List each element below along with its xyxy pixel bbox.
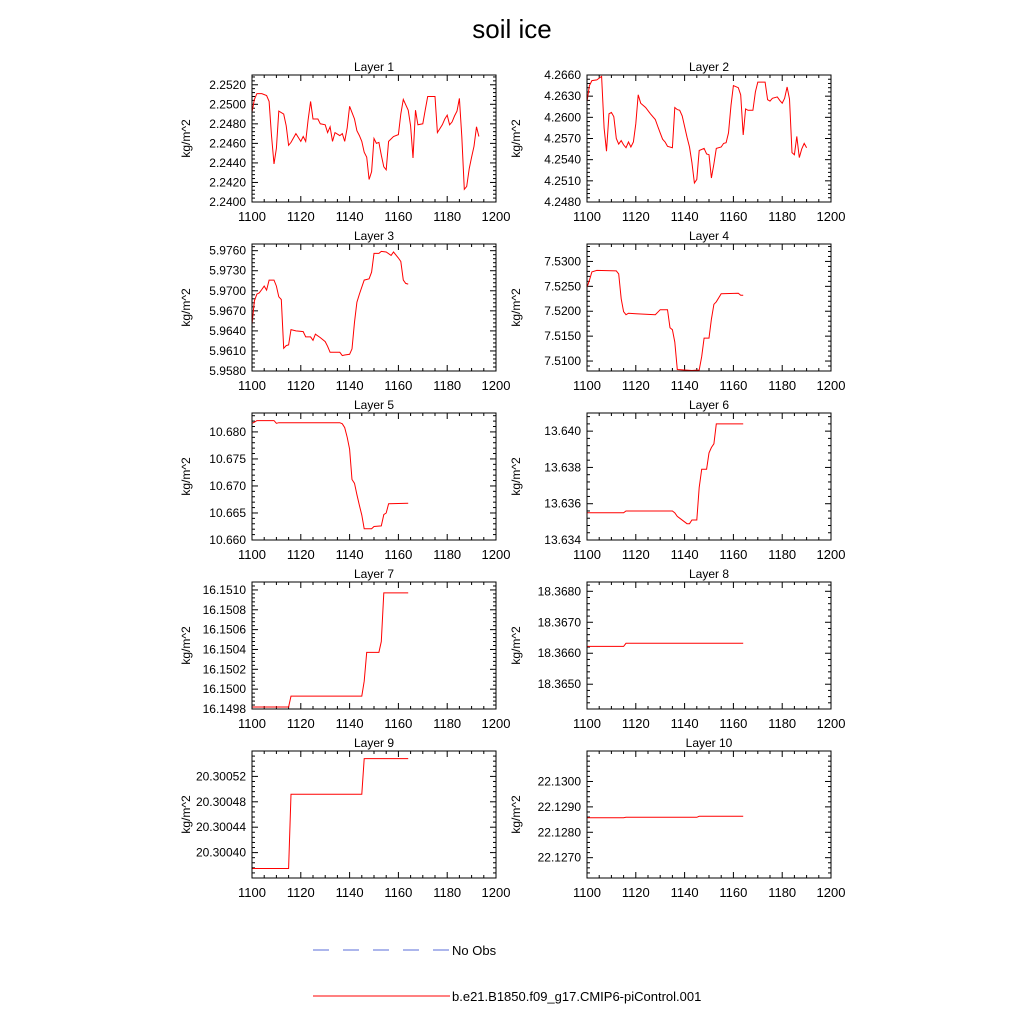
panel-layer-9 <box>179 736 510 900</box>
x-tick-label: 1180 <box>768 547 797 562</box>
panel-title: Layer 3 <box>353 229 395 243</box>
y-tick-label: 16.1500 <box>202 682 246 697</box>
y-tick-label: 16.1502 <box>202 662 246 677</box>
y-tick-label: 7.5300 <box>544 254 581 269</box>
x-tick-label: 1180 <box>768 209 797 224</box>
x-tick-label: 1120 <box>621 547 650 562</box>
y-tick-label: 4.2480 <box>544 195 581 209</box>
y-tick-label: 13.634 <box>544 533 581 547</box>
legend-label-no-obs: No Obs <box>452 943 497 958</box>
series-line <box>252 251 408 355</box>
y-tick-label: 4.2660 <box>544 68 581 82</box>
y-axis-label: kg/m^2 <box>509 626 523 665</box>
panel-layer-3 <box>179 229 510 393</box>
series-line <box>587 816 743 818</box>
legend-label-model: b.e21.B1850.f09_g17.CMIP6-piControl.001 <box>452 989 702 1004</box>
x-tick-label: 1100 <box>238 547 266 562</box>
panel-title: Layer 2 <box>688 60 730 74</box>
x-tick-label: 1200 <box>481 547 511 562</box>
x-tick-label: 1200 <box>816 885 846 900</box>
x-tick-label: 1180 <box>433 716 462 731</box>
y-tick-label: 10.670 <box>209 478 246 493</box>
x-tick-label: 1160 <box>719 378 748 393</box>
x-tick-label: 1120 <box>621 378 650 393</box>
y-tick-label: 22.1280 <box>537 825 581 840</box>
y-axis-label: kg/m^2 <box>509 457 523 496</box>
y-tick-label: 16.1498 <box>202 702 246 716</box>
page-title: soil ice <box>472 14 552 44</box>
x-tick-label: 1200 <box>481 378 511 393</box>
x-tick-label: 1200 <box>481 885 511 900</box>
x-tick-label: 1100 <box>573 547 601 562</box>
y-tick-label: 18.3650 <box>537 677 581 692</box>
x-tick-label: 1140 <box>670 378 699 393</box>
panel-title: Layer 6 <box>688 398 730 412</box>
y-tick-label: 18.3660 <box>537 646 581 661</box>
x-tick-label: 1160 <box>384 378 413 393</box>
y-tick-label: 22.1290 <box>537 799 581 814</box>
series-line <box>252 421 408 529</box>
plot-frame <box>252 582 496 709</box>
x-tick-label: 1140 <box>670 209 699 224</box>
plot-frame <box>252 413 496 540</box>
series-line <box>252 759 408 869</box>
y-tick-label: 7.5250 <box>544 279 581 294</box>
x-tick-label: 1160 <box>384 547 413 562</box>
y-tick-label: 20.30048 <box>195 794 246 809</box>
plot-frame <box>252 244 496 371</box>
x-tick-label: 1100 <box>573 716 601 731</box>
y-tick-label: 4.2630 <box>544 89 581 104</box>
x-tick-label: 1120 <box>286 378 315 393</box>
x-tick-label: 1140 <box>335 885 364 900</box>
y-tick-label: 18.3680 <box>537 584 581 599</box>
y-tick-label: 18.3670 <box>537 615 581 630</box>
panel-title: Layer 9 <box>353 736 395 750</box>
y-tick-label: 16.1508 <box>202 602 246 617</box>
x-tick-label: 1200 <box>816 378 846 393</box>
x-tick-label: 1160 <box>384 885 413 900</box>
x-tick-label: 1120 <box>286 209 315 224</box>
panel-title: Layer 10 <box>685 736 733 750</box>
series-line <box>587 424 743 524</box>
series-line <box>252 94 479 190</box>
x-tick-label: 1180 <box>433 378 462 393</box>
plot-frame <box>587 582 831 709</box>
y-tick-label: 5.9580 <box>209 364 246 378</box>
y-tick-label: 13.640 <box>544 424 581 439</box>
plot-frame <box>587 751 831 878</box>
y-axis-label: kg/m^2 <box>179 119 193 158</box>
panel-layer-4 <box>509 229 845 393</box>
y-tick-label: 2.2440 <box>209 155 246 170</box>
y-tick-label: 20.30044 <box>195 820 246 835</box>
y-axis-label: kg/m^2 <box>509 119 523 158</box>
y-tick-label: 2.2420 <box>209 175 246 190</box>
y-tick-label: 7.5200 <box>544 304 581 319</box>
panel-title: Layer 4 <box>688 229 730 243</box>
x-tick-label: 1180 <box>433 547 462 562</box>
y-axis-label: kg/m^2 <box>509 288 523 327</box>
y-tick-label: 4.2540 <box>544 152 581 167</box>
y-tick-label: 2.2480 <box>209 116 246 131</box>
y-tick-label: 7.5150 <box>544 329 581 344</box>
y-axis-label: kg/m^2 <box>179 288 193 327</box>
y-tick-label: 7.5100 <box>544 354 581 369</box>
y-tick-label: 2.2400 <box>209 195 246 209</box>
y-tick-label: 13.638 <box>544 460 581 475</box>
y-tick-label: 16.1510 <box>202 582 246 597</box>
y-tick-label: 16.1504 <box>202 642 246 657</box>
x-tick-label: 1120 <box>621 885 650 900</box>
y-tick-label: 5.9670 <box>209 303 246 318</box>
x-tick-label: 1100 <box>238 885 266 900</box>
x-tick-label: 1180 <box>768 716 797 731</box>
x-tick-label: 1100 <box>573 378 601 393</box>
x-tick-label: 1140 <box>670 716 699 731</box>
panel-layer-7 <box>179 567 510 731</box>
x-tick-label: 1200 <box>816 716 846 731</box>
x-tick-label: 1180 <box>768 378 797 393</box>
x-tick-label: 1100 <box>573 885 601 900</box>
x-tick-label: 1160 <box>719 716 748 731</box>
y-axis-label: kg/m^2 <box>179 795 193 834</box>
x-tick-label: 1140 <box>335 209 364 224</box>
y-tick-label: 5.9760 <box>209 243 246 258</box>
x-tick-label: 1120 <box>621 716 650 731</box>
x-tick-label: 1120 <box>286 885 315 900</box>
x-tick-label: 1180 <box>768 885 797 900</box>
x-tick-label: 1140 <box>670 547 699 562</box>
x-tick-label: 1160 <box>384 209 413 224</box>
panel-layer-10 <box>509 736 845 900</box>
x-tick-label: 1160 <box>384 716 413 731</box>
panel-title: Layer 5 <box>353 398 395 412</box>
series-line <box>587 643 743 646</box>
x-tick-label: 1120 <box>286 547 315 562</box>
plot-frame <box>587 244 831 371</box>
x-tick-label: 1200 <box>481 209 511 224</box>
x-tick-label: 1200 <box>481 716 511 731</box>
panel-title: Layer 8 <box>688 567 730 581</box>
x-tick-label: 1100 <box>573 209 601 224</box>
x-tick-label: 1200 <box>816 547 846 562</box>
y-axis-label: kg/m^2 <box>179 457 193 496</box>
panel-layer-1 <box>179 60 510 224</box>
x-tick-label: 1100 <box>238 378 266 393</box>
series-line <box>587 270 743 370</box>
panel-title: Layer 1 <box>353 60 395 74</box>
x-tick-label: 1180 <box>433 885 462 900</box>
x-tick-label: 1140 <box>335 547 364 562</box>
y-tick-label: 20.30052 <box>195 769 246 784</box>
panel-layer-2 <box>509 60 845 224</box>
y-tick-label: 4.2510 <box>544 173 581 188</box>
y-tick-label: 5.9640 <box>209 323 246 338</box>
x-tick-label: 1180 <box>433 209 462 224</box>
y-tick-label: 2.2460 <box>209 136 246 151</box>
y-tick-label: 2.2520 <box>209 77 246 92</box>
y-tick-label: 10.660 <box>209 533 246 547</box>
x-tick-label: 1160 <box>719 547 748 562</box>
y-tick-label: 10.665 <box>209 505 246 520</box>
y-tick-label: 4.2570 <box>544 131 581 146</box>
y-tick-label: 4.2600 <box>544 110 581 125</box>
y-tick-label: 20.30040 <box>195 845 246 860</box>
x-tick-label: 1100 <box>238 716 266 731</box>
x-tick-label: 1140 <box>335 378 364 393</box>
x-tick-label: 1120 <box>621 209 650 224</box>
y-tick-label: 10.680 <box>209 424 246 439</box>
panel-layer-5 <box>179 398 510 562</box>
panel-layer-8 <box>509 567 845 731</box>
y-tick-label: 10.675 <box>209 451 246 466</box>
y-tick-label: 2.2500 <box>209 97 246 112</box>
y-tick-label: 13.636 <box>544 496 581 511</box>
x-tick-label: 1140 <box>335 716 364 731</box>
x-tick-label: 1160 <box>719 209 748 224</box>
panel-layer-6 <box>509 398 845 562</box>
y-tick-label: 5.9730 <box>209 263 246 278</box>
series-line <box>252 593 408 707</box>
y-axis-label: kg/m^2 <box>509 795 523 834</box>
plot-frame <box>587 413 831 540</box>
y-tick-label: 5.9610 <box>209 343 246 358</box>
y-axis-label: kg/m^2 <box>179 626 193 665</box>
series-line <box>587 76 807 183</box>
x-tick-label: 1120 <box>286 716 315 731</box>
y-tick-label: 22.1270 <box>537 850 581 865</box>
y-tick-label: 16.1506 <box>202 622 246 637</box>
x-tick-label: 1100 <box>238 209 266 224</box>
x-tick-label: 1160 <box>719 885 748 900</box>
x-tick-label: 1140 <box>670 885 699 900</box>
panel-title: Layer 7 <box>353 567 395 581</box>
plot-frame <box>587 75 831 202</box>
x-tick-label: 1200 <box>816 209 846 224</box>
y-tick-label: 22.1300 <box>537 774 581 789</box>
y-tick-label: 5.9700 <box>209 283 246 298</box>
